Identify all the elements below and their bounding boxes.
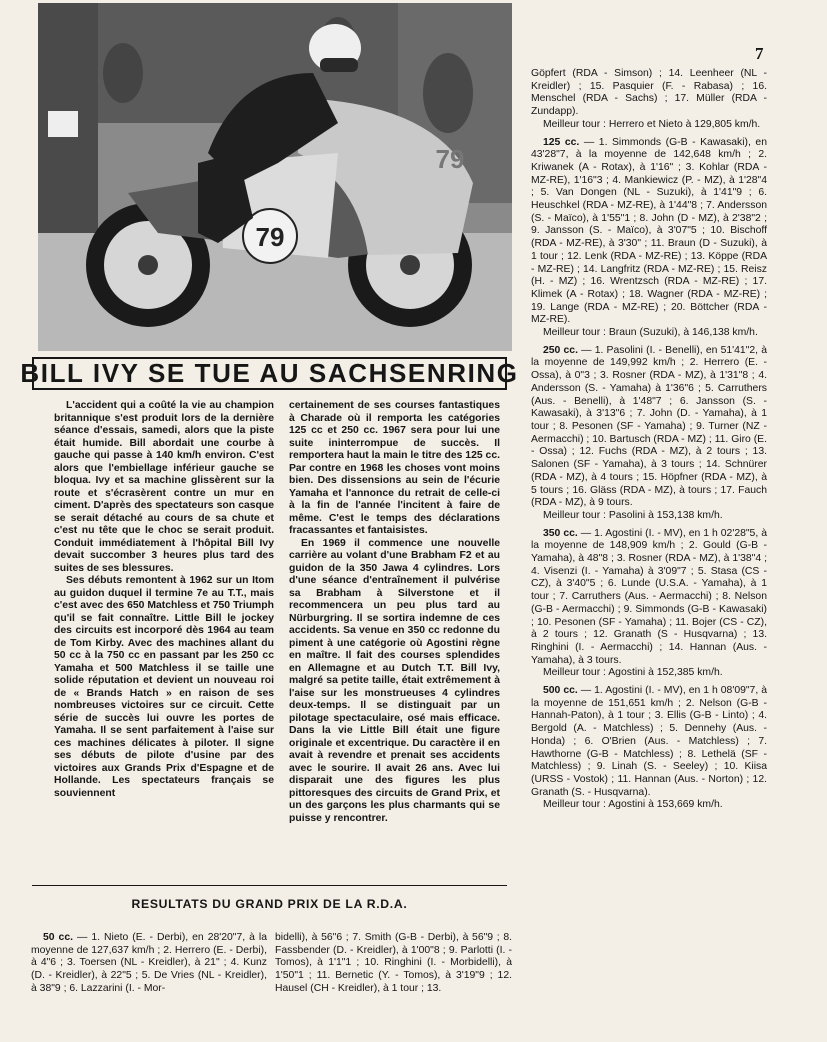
article-paragraph: certainement de ses courses fantastiques à Charade où il remporta les catégories 125 cc et 250 cc. 1967 sera pour lui une suite ininterrompue de succès. Il remportera haut la main le titre des 125 cc. Par contre en 1968 les choses vont moins bien. Des dissensions au sein de l'écurie Yamaha et l'annonce du retrait de celle-ci à la fin de l'année l'incitent à faire de même. C'est le temps des déclarations fracassantes et fantaisistes.	[289, 400, 500, 536]
race-result	[275, 932, 512, 996]
race-classification: — 1. Pasolini (I. - Benelli), en 51'41"2, à la moyenne de 149,992 km/h ; 2. Herrero (E. - Ossa), à 0"3 ; 3. Rosner (RDA - MZ), à 1'31"8 ; 4. Andersson (S. - Yamaha) à 1'36"6 ; 5. Carruthers (Aus. - Benelli), à 1'48"7 ; 6. Jansson (S. - Kawasaki), à 3'13"6 ; 7. John (D. - Yamaha), à 1 tour ; 8. Pesonen (SF - Yamaha) ; 9. Turner (NZ - Aermacchi) ; 10. Bartusch (RDA - MZ) ; 11. Giro (E. - Ossa) ; 12. Fuchs (RDA - MZ), à 2 tours ; 13. Salonen (SF - Yamaha), à 3 tours ; 14. Schnürer (RDA - MZ), à 4 tours ; 15. Höpfner (RDA - MZ), à 5 tours ; 16. Gläss (RDA - MZ), à tours ; 17. Fauch (RDA - MZ), à 9 tours.	[531, 344, 768, 509]
results-column-b	[275, 932, 512, 996]
race-class: 350 cc.	[543, 527, 578, 539]
race-photo	[38, 3, 512, 351]
page-number: 7	[755, 44, 764, 63]
article-column-1	[54, 400, 274, 800]
best-lap: Meilleur tour : Agostini à 153,669 km/h.	[543, 799, 723, 811]
race-number-plate: 79	[255, 222, 285, 252]
race-classification: bidelli), à 56"6 ; 7. Smith (G-B - Derbi), à 56"9 ; 8. Fassbender (D. - Kreidler), à 1'00"8 ; 9. Parlotti (I. - Tomos), à 1'1"1 ; 10. Ringhini (I. - Morbidelli), à 1'50"1 ; 11. Bernetic (Y. - Tomos), à 3'19"9 ; 12. Hausel (CH - Kreidler), à 1 tour ; 13.	[275, 932, 512, 994]
article-column-2	[289, 400, 500, 825]
results-column-a	[31, 932, 267, 996]
race-result	[531, 345, 767, 510]
race-class: 125 cc.	[543, 136, 580, 148]
section-divider	[32, 885, 507, 886]
race-classification: — 1. Agostini (I. - MV), en 1 h 08'09"7, à la moyenne de 151,651 km/h ; 2. Nelson (G-B - Hannah-Paton), à 1 tour ; 3. Ellis (G-B - Linto) ; 4. Bergold (A. - Matchless) ; 5. Dennehy (Aus. - Honda) ; 6. O'Brien (Aus. - Matchless) ; 7. Hawthorne (G-B - Matchless) ; 8. Lethelä (SF - Matchless) ; 9. Linah (S. - Seeley) ; 10. Kiisa (URSS - Vostok) ; 11. Hannan (Aus. - Norton) ; 12. Granath (S. - Husqvarna).	[531, 685, 767, 798]
race-result	[531, 68, 767, 119]
article-headline: BILL IVY SE TUE AU SACHSENRING	[20, 358, 519, 388]
article-paragraph: L'accident qui a coûté la vie au champion britannique s'est produit lors de la dernière séance d'essais, samedi, alors que la piste était humide. Bill abordait une courbe à gauche qui passe à 140 km/h environ. C'est alors que l'embiellage inférieur gauche se bloqua. Ivy et sa machine glissèrent sur la route et s'écrasèrent contre un mur en ciment. D'après des spectateurs son casque se serait détaché au cours de sa chute et c'est nu tête que le choc se serait produit. Conduit immédiatement à l'hôpital Bill Ivy devait succomber 3 heures plus tard des suites de ses blessures.	[54, 400, 274, 574]
race-classification: Göpfert (RDA - Simson) ; 14. Leenheer (NL - Kreidler) ; 15. Pasquier (F. - Rabasa) ; 16. Menschel (RDA - Sachs) ; 17. Müller (RDA - Zundapp).	[531, 68, 767, 118]
article-paragraph: Ses débuts remontent à 1962 sur un Itom au guidon duquel il termine 7e au T.T., mais c'est avec des 650 Matchless et 750 Triumph qu'il se fait connaître. Little Bill le jockey des circuits est incorporé dès 1964 au team de Tom Kirby. Avec des machines allant du 50 cc à la 750 cc en passant par les 250 cc Yamaha et 500 Matchless il se taille une solide réputation et devient un nouveau roi de « Brands Hatch » en raison de ses nombreuses victoires sur ce circuit. Cette série de succès lui ouvre les portes de Yamaha. Il se sent parfaitement à l'aise sur ces machines délicates à piloter. Il signe ses débuts de pilote d'usine par des victoires aux Grands Prix d'Espagne et de Hollande. Les spectateurs français se souviennent	[54, 575, 274, 799]
race-class: 250 cc.	[543, 344, 578, 356]
results-column-c	[531, 68, 767, 817]
race-result	[531, 137, 767, 328]
race-classification: — 1. Nieto (E. - Derbi), en 28'20"7, à la moyenne de 127,637 km/h ; 2. Herrero (E. - Derbi), à 4"6 ; 3. Toersen (NL - Kreidler), à 21" ; 4. Kunz (D. - Kreidler), à 22"5 ; 5. De Vries (NL - Kreidler), à 38"9 ; 6. Lazzarini (I. - Mor-	[31, 932, 267, 994]
best-lap: Meilleur tour : Herrero et Nieto à 129,805 km/h.	[543, 118, 761, 130]
race-result	[31, 932, 267, 996]
best-lap: Meilleur tour : Pasolini à 153,138 km/h.	[543, 509, 723, 521]
race-class: 50 cc.	[43, 932, 73, 943]
race-classification: — 1. Agostini (I. - MV), en 1 h 02'28"5, à la moyenne de 148,909 km/h ; 2. Gould (G-B - Yamaha), à 48"8 ; 3. Rosner (RDA - MZ), à 1'38"4 ; 4. Visenzi (I. - Yamaha) à 3'09"7 ; 5. Stasa (CS - CZ), à 3'40"5 ; 6. Lunde (U.S.A. - Yamaha), à 1 tour ; 7. Carruthers (Aus. - Aermacchi) ; 8. Nelson (G-B - Aermacchi) ; 9. Simmonds (G-B - Kawasaki) ; 10. Pesonen (SF - Yamaha) ; 11. Bojer (CS - CZ), à 2 tours ; 12. Granath (S - Husqvarna) ; 13. Ringhini (I. - Aermacchi) ; 14. Hannan (Aus. - Yamaha), à 3 tours.	[531, 527, 767, 666]
results-title: RESULTATS DU GRAND PRIX DE LA R.D.A.	[131, 897, 408, 911]
race-class: 500 cc.	[543, 685, 578, 697]
motorcycle-racer-illustration	[38, 3, 512, 351]
race-classification: — 1. Simmonds (G-B - Kawasaki), en 43'28"7, à la moyenne de 142,648 km/h ; 2. Kriwanek (A - Rotax), à 1'16" ; 3. Kohlar (RDA - MZ-RE), 1'16"3 ; 4. Mankiewicz (P. - MZ), à 1'28"4 ; 5. Van Dongen (NL - Suzuki), à 1'41"9 ; 6. Heuschkel (RDA - MZ-RE), à 1'44"8 ; 7. Andersson (S. - Maïco), à 1'55"1 ; 8. John (D - MZ), à 2'38"2 ; 9. Jansson (S. - Maïco), à 3'07"5 ; 10. Bischoff (RDA - MZ-RE), à 3'30" ; 11. Braun (D - Suzuki), à 1 tour ; 12. Lenk (RDA - MZ-RE) ; 13. Köppe (RDA - MZ-RE) ; 14. Langfritz (RDA - MZ-RE) ; 15. Reisz (H. - MZ) ; 16. Wrentzsch (RDA - MZ-RE) ; 17. Klimek (A - Rotax) ; 18. Wagner (RDA - MZ-RE) ; 19. Lange (RDA - MZ-RE) ; 20. Böttcher (RDA - MZ-RE).	[531, 136, 767, 326]
race-result	[531, 528, 767, 668]
headline-box	[20, 357, 519, 390]
race-result	[531, 685, 767, 799]
article-paragraph: En 1969 il commence une nouvelle carrière au volant d'une Brabham F2 et au guidon de la 350 Jawa 4 cylindres. Lors d'une séance d'entraînement il pulvérise sa Brabham à Silverstone et il recommencera un peu plus tard au Nürburgring. Il se sortira indemne de ces accidents. Sa venue en 350 cc redonne du piment à une catégorie où Agostini règne en maître. Il fait des courses splendides en Allemagne et au Dutch T.T. Bill Ivy, malgré sa petite taille, était extrêmement à l'aise sur les monstrueuses 4 cylindres deux-temps. Il se distinguait par un pilotage spectaculaire, osé mais efficace. Dans la vie Little Bill était une figure originale et excentrique. Du caractère il en avait à revendre et prenait ses accidents avec le sourire. Il avait 26 ans. Avec lui disparait une des figures les plus pittoresques des circuits de Grand Prix, et un des garçons les plus charmants qui se puisse y rencontrer.	[289, 537, 500, 824]
fairing-number: 79	[435, 144, 465, 174]
best-lap: Meilleur tour : Braun (Suzuki), à 146,138 km/h.	[543, 327, 758, 339]
best-lap: Meilleur tour : Agostini à 152,385 km/h.	[543, 667, 723, 679]
